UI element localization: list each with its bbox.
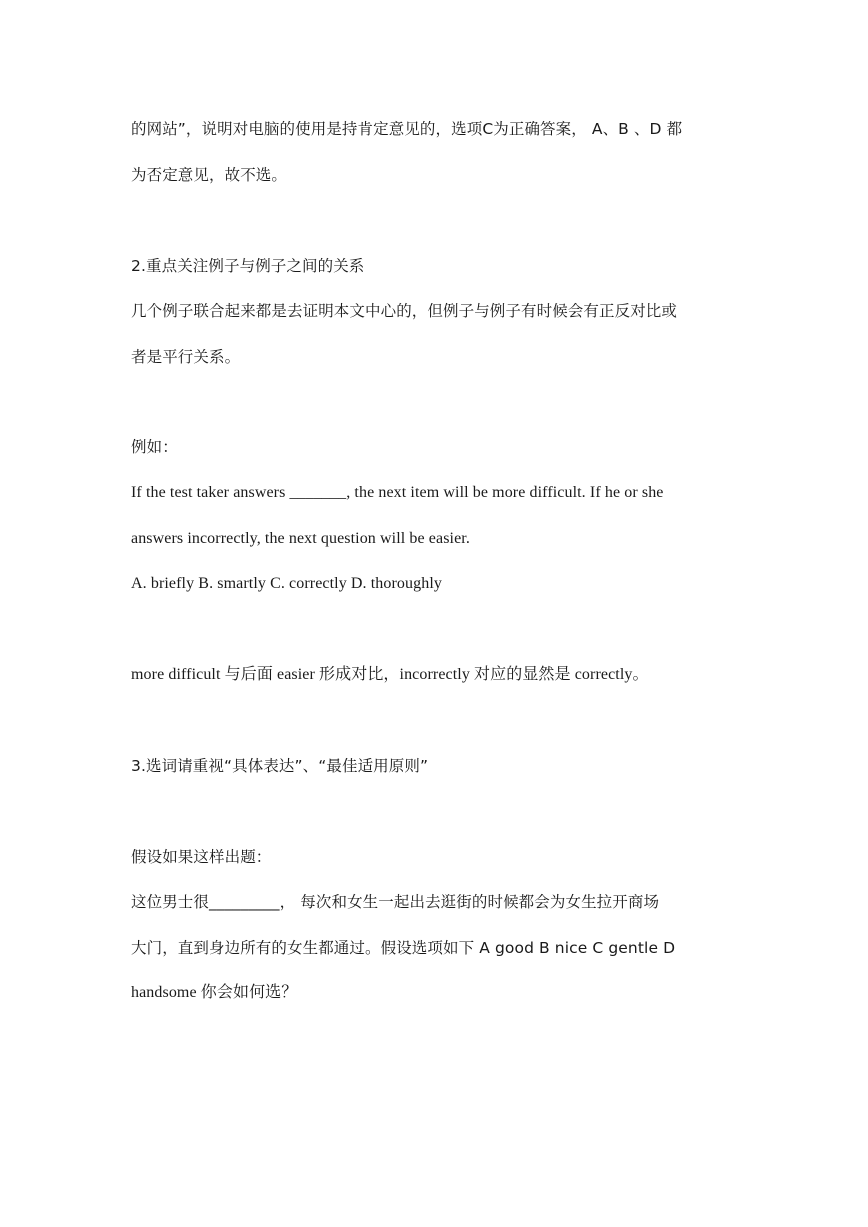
section-heading: 2.重点关注例子与例子之间的关系 — [131, 257, 365, 275]
paragraph-line: 的网站”，说明对电脑的使用是持肯定意见的，选项C为正确答案， A、B 、D 都 — [131, 120, 683, 138]
example-sentence-line: If the test taker answers _______, the next item will be more difficult. If he or she — [131, 484, 664, 501]
paragraph-line: 者是平行关系。 — [131, 348, 241, 366]
question-line: 这位男士很_________， 每次和女生一起出去逛街的时候都会为女生拉开商场 — [131, 893, 660, 911]
explanation-line: more difficult 与后面 easier 形成对比，incorrectly 对应的显然是 correctly。 — [131, 666, 649, 683]
paragraph-line: 为否定意见，故不选。 — [131, 166, 288, 184]
example-options: A. briefly B. smartly C. correctly D. thoroughly — [131, 575, 442, 592]
question-line: handsome 你会如何选？ — [131, 984, 298, 1001]
example-sentence-line: answers incorrectly, the next question will be easier. — [131, 530, 470, 547]
section-heading: 3.选词请重视“具体表达”、“最佳适用原则” — [131, 757, 429, 775]
question-line: 大门，直到身边所有的女生都通过。假设选项如下 A good B nice C gentle D — [131, 939, 676, 957]
paragraph-line: 假设如果这样出题： — [131, 848, 272, 866]
paragraph-line: 几个例子联合起来都是去证明本文中心的，但例子与例子有时候会有正反对比或 — [131, 302, 678, 320]
example-label: 例如： — [131, 438, 178, 456]
